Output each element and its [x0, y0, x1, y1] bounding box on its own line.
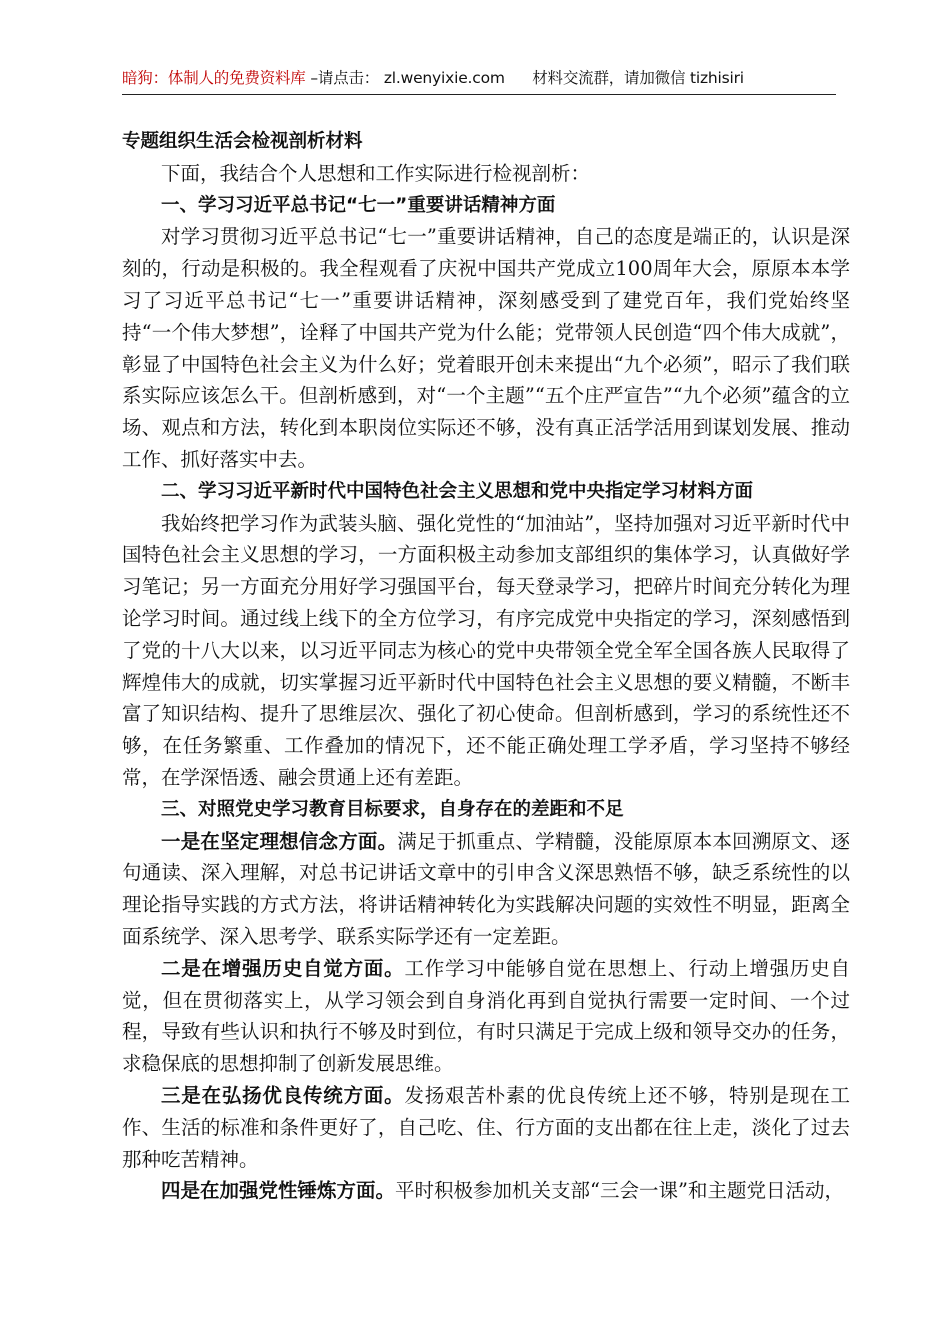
header-divider: [122, 94, 836, 95]
section-3-item-3: [122, 1080, 850, 1175]
section-3-item-2: [122, 953, 850, 1080]
section-3-item-1: [122, 826, 850, 953]
document-body: [122, 126, 850, 1207]
item-lead: 三是在弘扬优良传统方面。: [161, 1083, 405, 1107]
section-1-paragraph: 对学习贯彻习近平总书记“七一”重要讲话精神，自己的态度是端正的，认识是深刻的，行动是积极的。我全程观看了庆祝中国共产党成立100周年大会，原原本本学习了习近平总书记“七一”重要讲话精神，深刻感受到了建党百年，我们党始终坚持“一个伟大梦想”，诠释了中国共产党为什么能；党带领人民创造“四个伟大成就”，彰显了中国特色社会主义为什么好；党着眼开创未来提出“九个必须”，昭示了我们联系实际应该怎么干。但剖析感到，对“一个主题”“五个庄严宣告”“九个必须”蕴含的立场、观点和方法，转化到本职岗位实际还不够，没有真正活学活用到谋划发展、推动工作、抓好落实中去。: [122, 225, 850, 471]
item-lead: 二是在增强历史自觉方面。: [161, 956, 405, 980]
site-label: 暗狗：体制人的免费资料库: [122, 69, 306, 87]
section-3-item-4: [122, 1175, 850, 1207]
document-title: 专题组织生活会检视剖析材料: [122, 131, 363, 152]
item-text: 工作学习中能够自觉在思想上、行动上增强历史自觉，但在贯彻落实上，从学习领会到自身消化再到自觉执行需要一定时间、一个过程，导致有些认识和执行不够及时到位，有时只满足于完成上级和领导交办的任务，求稳保底的思想抑制了创新发展思维。: [122, 956, 850, 1076]
item-text: 满足于抓重点、学精髓，没能原原本本回溯原文、逐句通读、深入理解，对总书记讲话文章中的引申含义深思熟悟不够，缺乏系统性的以理论指导实践的方式方法，将讲话精神转化为实践解决问题的实效性不明显，距离全面系统学、深入思考学、联系实际学还有一定差距。: [122, 829, 850, 948]
page-header: [122, 66, 838, 88]
section-2-paragraph: 我始终把学习作为武装头脑、强化党性的“加油站”，坚持加强对习近平新时代中国特色社会主义思想的学习，一方面积极主动参加支部组织的集体学习，认真做好学习笔记；另一方面充分用好学习强国平台，每天登录学习，把碎片时间充分转化为理论学习时间。通过线上线下的全方位学习，有序完成党中央指定的学习，深刻感悟到了党的十八大以来，以习近平同志为核心的党中央带领全党全军全国各族人民取得了辉煌伟大的成就，切实掌握习近平新时代中国特色社会主义思想的要义精髓，不断丰富了知识结构、提升了思维层次、强化了初心使命。但剖析感到，学习的系统性还不够，在任务繁重、工作叠加的情况下，还不能正确处理工学矛盾，学习坚持不够经常，在学深悟透、融会贯通上还有差距。: [122, 511, 850, 789]
click-label: –请点击：: [310, 69, 380, 87]
item-text: 平时积极参加机关支部“三会一课”和主题党日活动，: [395, 1179, 844, 1203]
site-url-link[interactable]: zl.wenyixie.com: [383, 69, 505, 87]
item-lead: 四是在加强党性锤炼方面。: [161, 1179, 396, 1203]
section-3-heading: 三、对照党史学习教育目标要求，自身存在的差距和不足: [161, 798, 624, 820]
item-lead: 一是在坚定理想信念方面。: [161, 829, 398, 853]
section-2-heading: 二、学习习近平新时代中国特色社会主义思想和党中央指定学习材料方面: [161, 480, 754, 502]
intro-paragraph: 下面，我结合个人思想和工作实际进行检视剖析：: [161, 161, 591, 185]
group-text: 材料交流群，请加微信 tizhisiri: [532, 69, 744, 87]
item-text: 发扬艰苦朴素的优良传统上还不够，特别是现在工作、生活的标准和条件更好了，自己吃、住、行方面的支出都在往上走，淡化了过去那种吃苦精神。: [122, 1083, 850, 1171]
section-1-heading: 一、学习习近平总书记“七一”重要讲话精神方面: [161, 194, 556, 216]
